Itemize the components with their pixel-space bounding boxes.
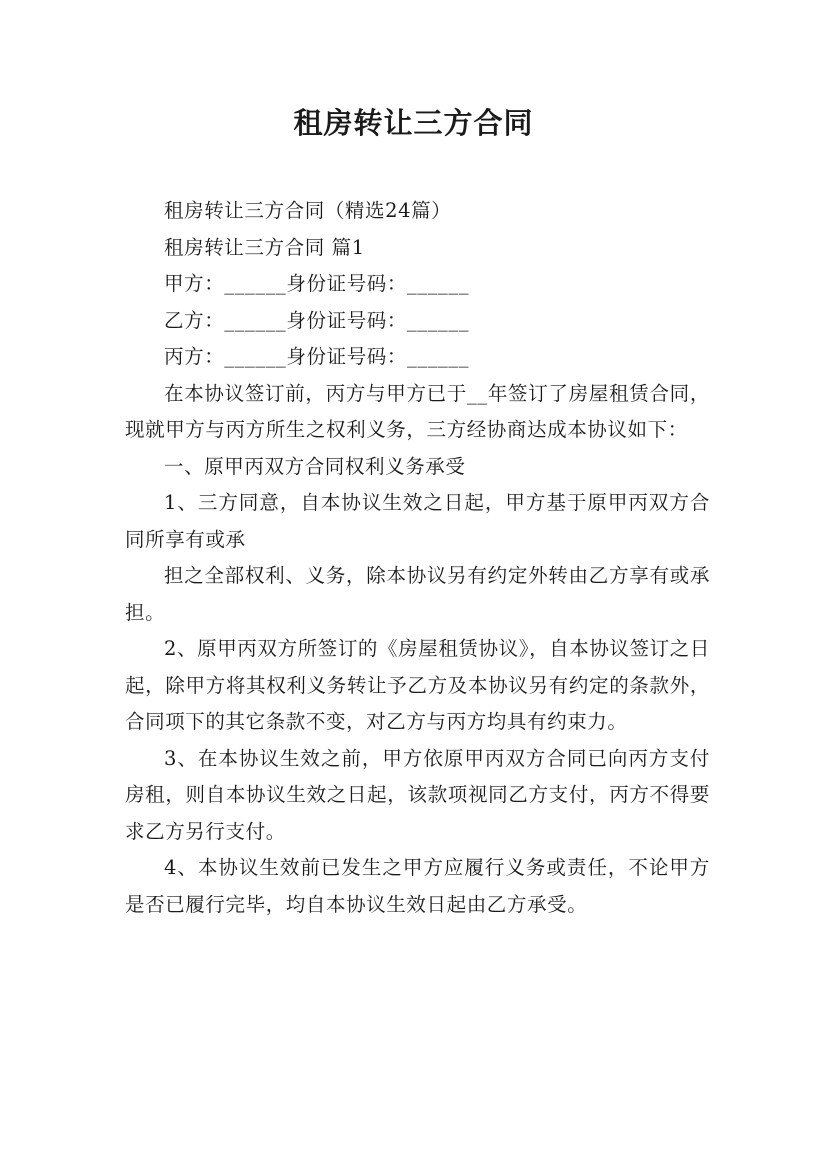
paragraph: 一、原甲丙双方合同权利义务承受 [164, 454, 466, 478]
document-title: 租房转让三方合同 [293, 106, 534, 140]
paragraph: 租房转让三方合同 篇1 [164, 235, 365, 259]
paragraph: 甲方：______身份证号码：______ [164, 272, 470, 295]
paragraph: 4、本协议生效前已发生之甲方应履行义务或责任，不论甲方是否已履行完毕，均自本协议生效日起由乙方承受。 [125, 856, 710, 916]
paragraph: 担之全部权利、义务，除本协议另有约定外转由乙方享有或承担。 [125, 564, 710, 624]
paragraph: 租房转让三方合同（精选24篇） [164, 199, 452, 222]
paragraph: 2、原甲丙双方所签订的《房屋租赁协议》，自本协议签订之日起，除甲方将其权利义务转让予乙方及本协议另有约定的条款外，合同项下的其它条款不变，对乙方与丙方均具有约束力。 [125, 637, 710, 733]
paragraph: 3、在本协议生效之前，甲方依原甲丙双方合同已向丙方支付房租，则自本协议生效之日起，该款项视同乙方支付，丙方不得要求乙方另行支付。 [125, 746, 710, 843]
document-body [125, 193, 710, 923]
paragraph: 乙方：______身份证号码：______ [164, 308, 470, 332]
paragraph: 丙方：______身份证号码：______ [164, 345, 470, 368]
paragraph: 1、三方同意，自本协议生效之日起，甲方基于原甲丙双方合同所享有或承 [125, 491, 710, 551]
paragraph: 在本协议签订前，丙方与甲方已于__年签订了房屋租赁合同，现就甲方与丙方所生之权利义务，三方经协商达成本协议如下： [125, 381, 710, 441]
